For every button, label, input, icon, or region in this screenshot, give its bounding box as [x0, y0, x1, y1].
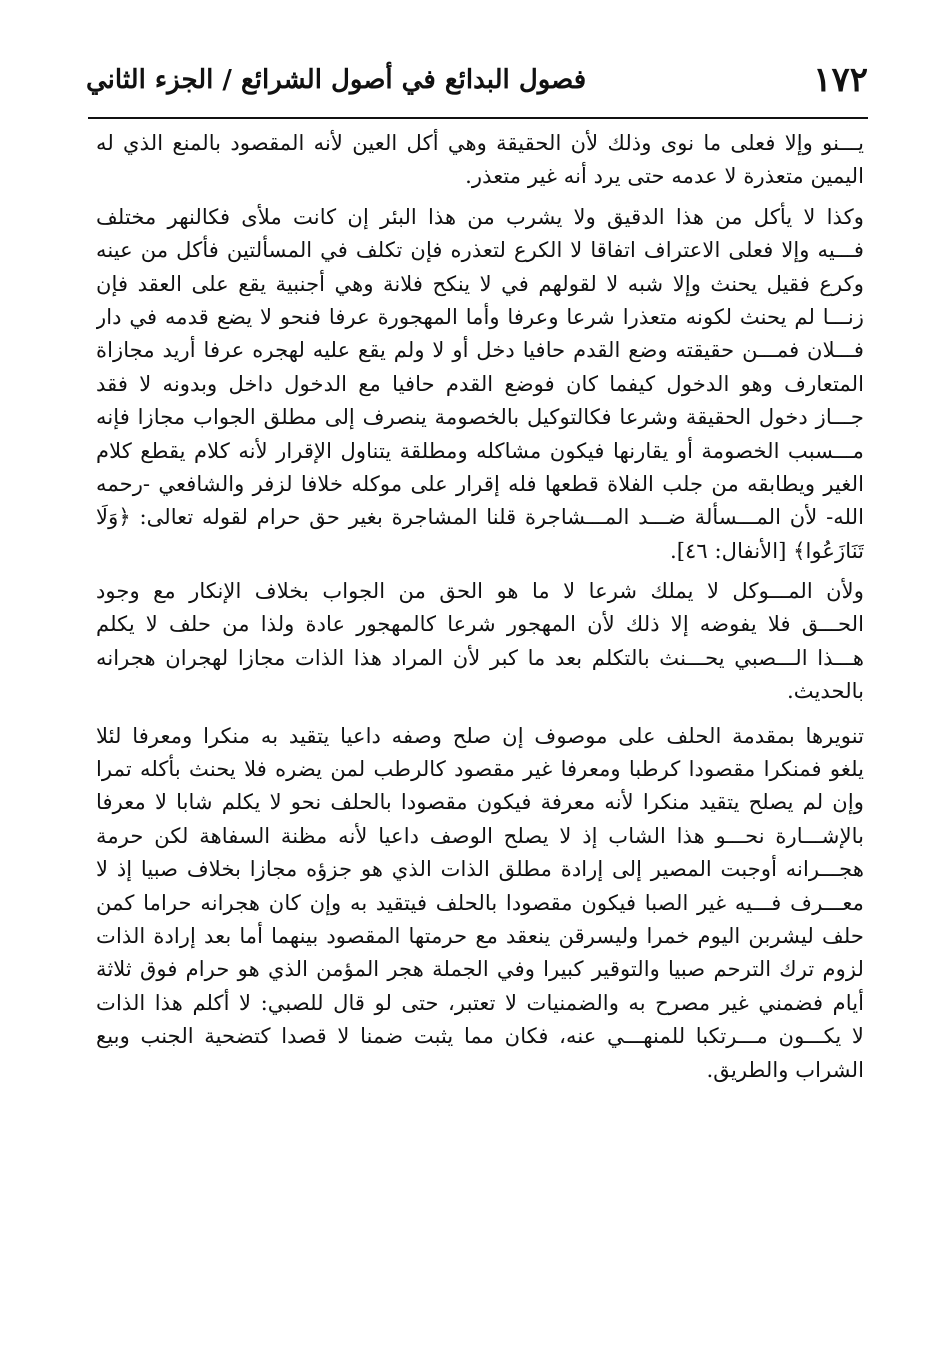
text-line: لزوم ترك الترحم صبيا والتوقير كبيرا وفي الجملة هجر المؤمن الذي هو حرام فوق ثلاثة [96, 956, 864, 982]
paragraph-2 [96, 200, 864, 567]
text-line: زنـــا لم يحنث لكونه متعذرا شرعا وعرفا وأما المهجورة عرفا فنحو لا يضع قدمه في دار [96, 303, 864, 329]
paragraph-gap [96, 567, 864, 574]
text-line: تنويرها بمقدمة الحلف على موصوف إن صلح وصفه داعيا يتقيد به منكرا ومعرفا لئلا [96, 722, 864, 748]
page-number: ١٧٢ [813, 60, 868, 100]
text-line: يلغو فمنكرا مقصودا كرطبا ومعرفا غير مقصود كالرطب لمن يضره فلا يحنث بأكله تمرا [96, 756, 864, 782]
text-line: فـــلان فمـــن حقيقته وضع القدم حافيا دخل أو لا ولم يقع عليه لهجره عرفا أريد مجازاة [96, 337, 864, 363]
text-line: الغير ويطابقه من جلب الفلاة قطعها فله إقرار على موكله خلافا لزفر والشافعي -رحمه [96, 470, 864, 496]
text-line: ولأن المـــوكل لا يملك شرعا لا ما هو الحق من الجواب بخلاف الإنكار مع وجود [96, 578, 864, 604]
paragraph-3 [96, 574, 864, 708]
text-line: اليمين متعذرة لا عدمه حتى يرد أنه غير متعذر. [465, 163, 864, 189]
body-text [96, 126, 864, 1086]
paragraph-gap [96, 193, 864, 200]
text-line: وكرع فقيل يحنث وإلا شبه لا لقولهم في لا ينكح فلانة وهي أجنبية يقع على العقد فإن [96, 270, 864, 296]
header-divider [88, 117, 868, 119]
text-line: فـــيه وإلا فعلى الاعتراف اتفاقا لا الكرع لتعذره فإن تكلف في المسألتين فأكل من عينه [96, 237, 864, 263]
text-line: بالحديث. [786, 678, 864, 704]
text-line: حلف ليشربن اليوم خمرا وليسرقن ينعقد مع حرمتها المقصود بينهما أما بعد إرادة الذات [96, 922, 864, 948]
text-line: الله- لأن المـــسألة ضـــد المـــشاجرة قلنا المشاجرة بغير حق حرام لقوله تعالى: ﴿وَلَا [96, 504, 864, 530]
text-line: هجـــرانه أوجبت المصير إلى إرادة مطلق الذات الذي هو جزؤه مجازا بخلاف صبيا إذ لا [96, 856, 864, 882]
page-header [86, 52, 868, 108]
text-line: المتعارف وهو الدخول كيفما كان فوضع القدم حافيا مع الدخول داخل وبدونه لا فقد [96, 370, 864, 396]
running-title: فصول البدائع في أصول الشرائع / الجزء الثاني [86, 65, 587, 95]
text-line: أيام فضمني غير مصرح به والضمنيات لا تعتبر، حتى لو قال للصبي: لا أكلم هذا الذات [96, 989, 864, 1015]
text-line: يـــنو وإلا فعلى ما نوى وذلك لأن الحقيقة وهي أكل العين لأنه المقصود بالمنع الذي له [96, 130, 864, 155]
quran-citation-line: تَنَازَعُوا﴾ [الأنفال: ٤٦]. [670, 537, 864, 563]
paragraph-1 [96, 126, 864, 193]
text-line: بالإشـــارة نحـــو هذا الشاب إذ لا يصلح الوصف داعيا لأنه مظنة السفاهة لكن حرمة [96, 822, 864, 848]
text-line: لا يكـــون مـــرتكبا للمنهـــي عنه، فكان مما يثبت ضمنا لا قصدا كتضحية الجنب وبيع [96, 1023, 864, 1049]
text-line: جـــاز دخول الحقيقة وشرعا فكالتوكيل بالخصومة ينصرف إلى مطلق الجواب مجازا فإنه [96, 404, 864, 430]
text-line: وإن لم يصلح يتقيد منكرا لأنه معرفة فيكون مقصودا بالحلف نحو لا يكلم شابا لا معرفا [96, 789, 864, 815]
text-line: معـــرف فـــيه غير الصبا فيكون مقصودا بالحلف فيتقيد به وإن كان هجرانه حراما كمن [96, 889, 864, 915]
text-line: الشراب والطريق. [706, 1056, 864, 1082]
text-line: هـــذا الـــصبي يحـــنث بالتكلم بعد ما كبر لأن المراد هذا الذات مجازا لهجران هجرانه [96, 644, 864, 670]
text-line: الحـــق فلا يفوضه إلا ذلك لأن المهجور شرعا كالمهجور عادة ولذا من حلف لا يكلم [96, 611, 864, 637]
text-line: مـــسبب الخصومة أو يقارنها فيكون مشاكله ومطلقة يتناول الإقرار لأنه كلام يقطع كلام [96, 437, 864, 463]
section-gap [96, 708, 864, 719]
text-line: وكذا لا يأكل من هذا الدقيق ولا يشرب من هذا البئر إن كانت ملأى فكالنهر مختلف [96, 203, 864, 229]
paragraph-4 [96, 719, 864, 1086]
